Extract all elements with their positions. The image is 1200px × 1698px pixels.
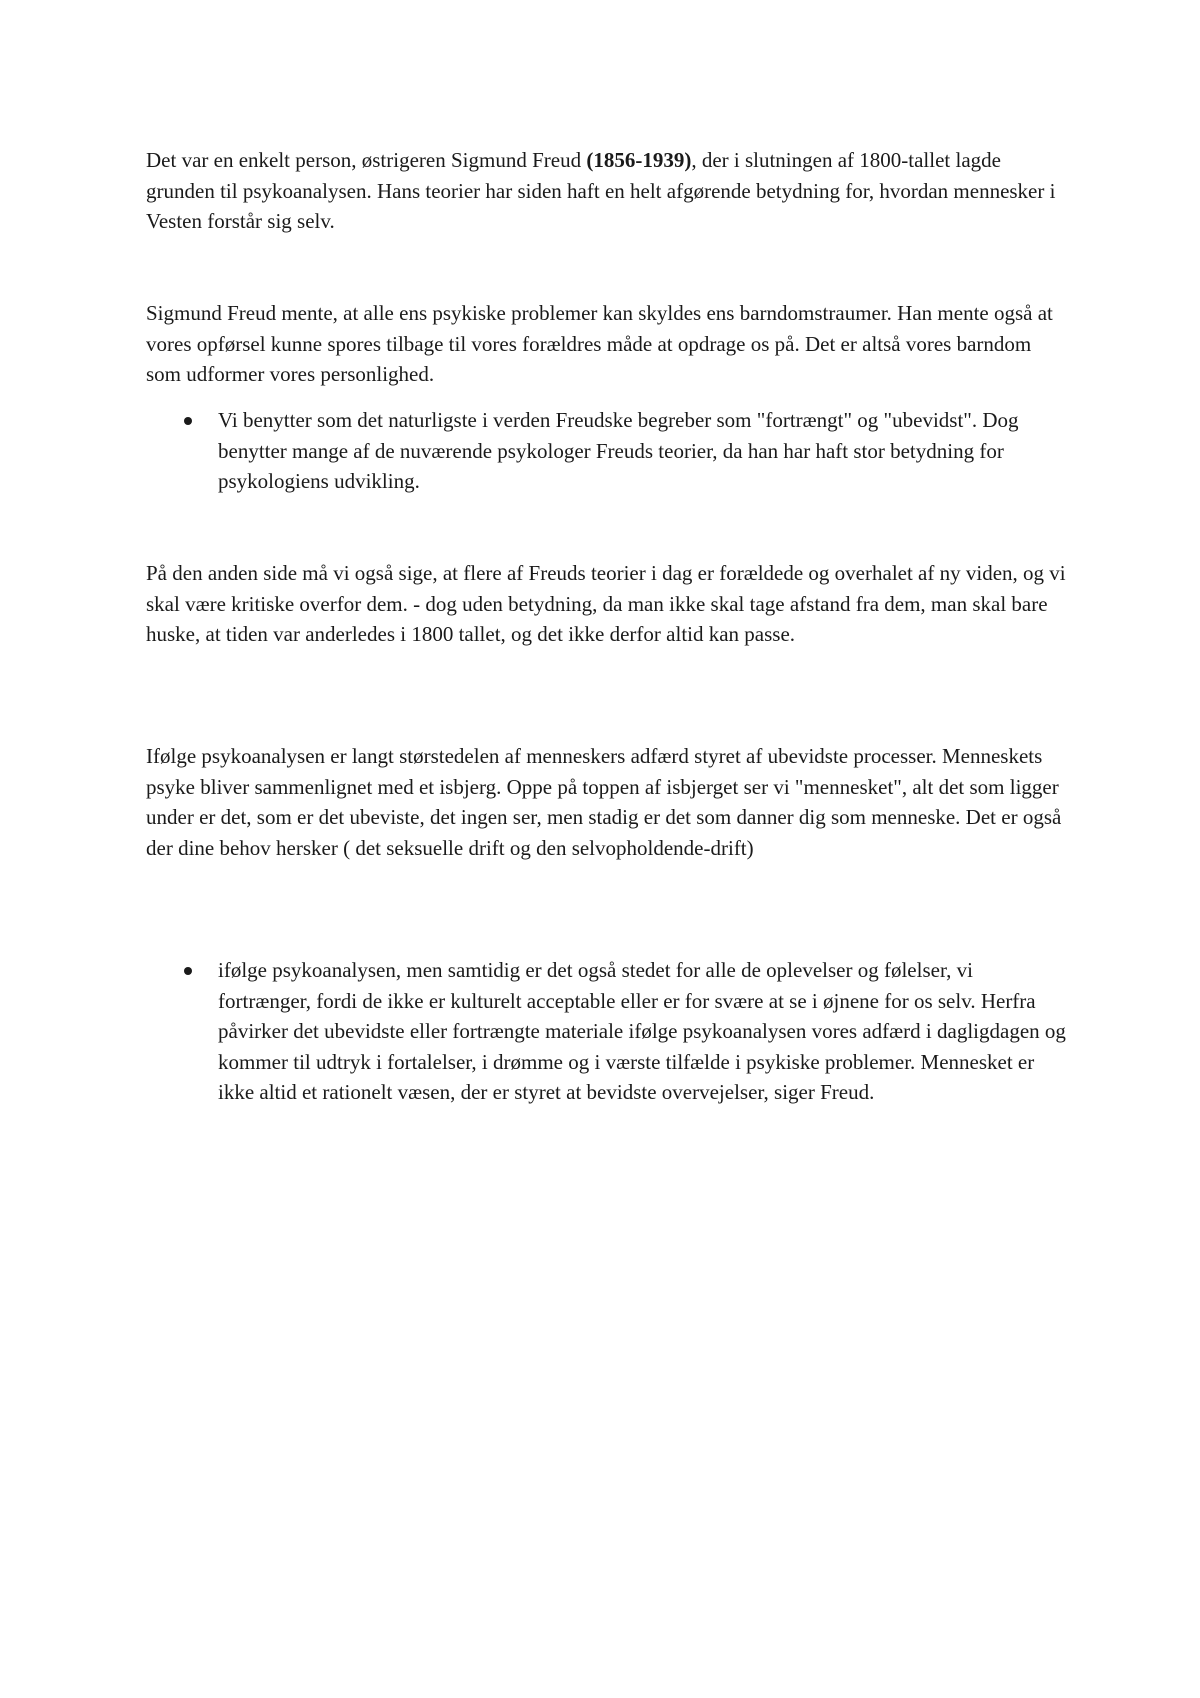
bullet-text-freudian-concepts: Vi benytter som det naturligste i verden Freudske begreber som "fortrængt" og "ubevidst". Dog benytter mange af de nuværende psykologer Freuds teorier, da han har haft stor betydning for psykologiens udvikling. — [218, 408, 1019, 493]
paragraph-critique: På den anden side må vi også sige, at flere af Freuds teorier i dag er forældede og overhalet af ny viden, og vi skal være kritiske overfor dem. - dog uden betydning, da man ikke skal tage afstand fra dem, man skal bare huske, at tiden var anderledes i 1800 tallet, og det ikke derfor altid kan passe. — [146, 561, 1066, 646]
bullet-text-repression: ifølge psykoanalysen, men samtidig er det også stedet for alle de oplevelser og følelser, vi fortrænger, fordi de ikke er kulturelt acceptable eller er for svære at se i øjnene for os selv. Herfra påvirker det ubevidste eller fortrængte materiale ifølge psykoanalysen vores adfærd i dagligdagen og kommer til udtryk i fortalelser, i drømme og i værste tilfælde i psykiske problemer. Mennesket er ikke altid et rationelt væsen, der er styret at bevidste overvejelser, siger Freud. — [218, 958, 1066, 1104]
freud-lifespan: (1856-1939) — [586, 148, 692, 172]
bullet-icon — [184, 967, 192, 975]
paragraph-freud-intro — [146, 145, 1066, 237]
paragraph-freud-intro-text-start: Det var en enkelt person, østrigeren Sigmund Freud — [146, 148, 587, 172]
paragraph-freud-intro-text-end: , der i slutningen af 1800-tallet lagde grunden til psykoanalysen. Hans teorier har siden haft en helt afgørende betydning for, hvordan mennesker i Vesten forstår sig selv. — [146, 148, 1056, 233]
paragraph-childhood-trauma: Sigmund Freud mente, at alle ens psykiske problemer kan skyldes ens barndomstraumer. Han mente også at vores opførsel kunne spores tilbage til vores forældres måde at opdrage os på. Det er altså vores barndom som udformer vores personlighed. — [146, 301, 1053, 386]
bullet-icon — [184, 417, 192, 425]
paragraph-iceberg: Ifølge psykoanalysen er langt størstedelen af menneskers adfærd styret af ubevidste processer. Menneskets psyke bliver sammenlignet med et isbjerg. Oppe på toppen af isbjerget ser vi "mennesket", alt det som ligger under er det, som er det ubeviste, det ingen ser, men stadig er det som danner dig som menneske. Det er også der dine behov hersker ( det seksuelle drift og den selvopholdende-drift) — [146, 744, 1062, 860]
